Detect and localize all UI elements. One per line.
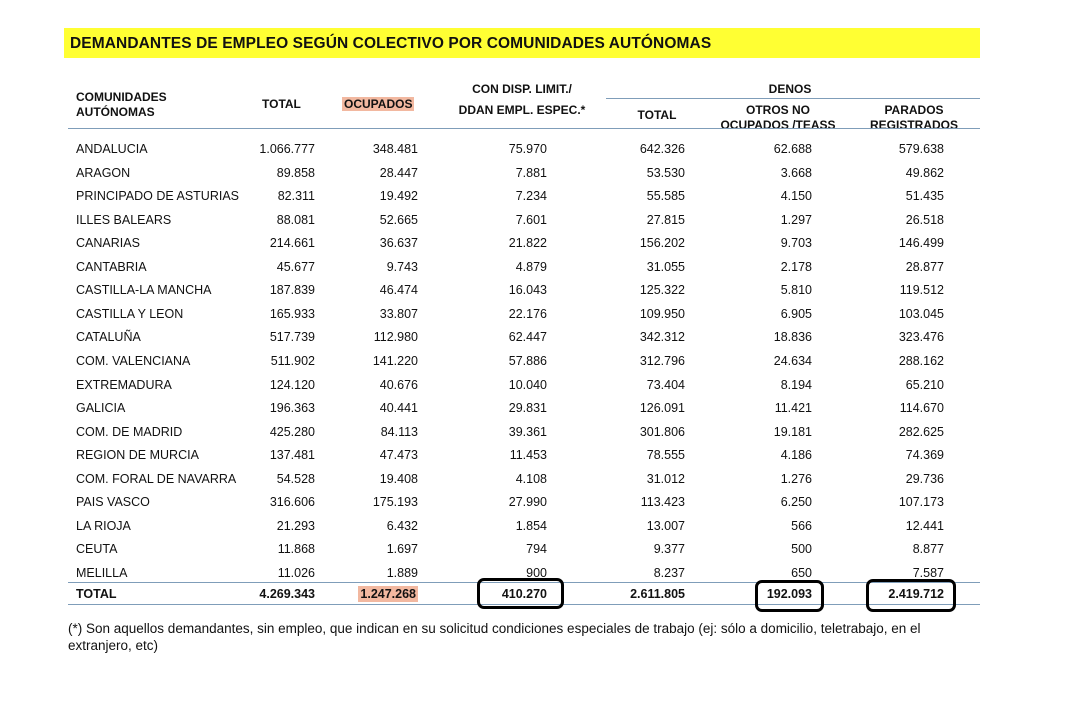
cell-otros: 650: [791, 566, 812, 580]
cell-parados: 28.877: [905, 260, 944, 274]
cell-parados: 7.587: [912, 566, 944, 580]
cell-parados: 288.162: [898, 354, 944, 368]
cell-comunidad: ILLES BALEARS: [76, 213, 172, 227]
cell-total: 82.311: [277, 189, 315, 203]
cell-denos-total: 27.815: [646, 213, 685, 227]
cell-con-disp: 22.176: [508, 307, 547, 321]
header-ocupados-label: OCUPADOS: [344, 97, 413, 111]
cell-comunidad: PRINCIPADO DE ASTURIAS: [76, 189, 239, 203]
cell-total: 196.363: [269, 401, 315, 415]
table-title: DEMANDANTES DE EMPLEO SEGÚN COLECTIVO POR COMUNIDADES AUTÓNOMAS: [64, 28, 980, 58]
cell-denos-total: 642.326: [639, 142, 685, 156]
cell-comunidad: EXTREMADURA: [76, 378, 172, 392]
cell-con-disp: 900: [526, 566, 547, 580]
total-row-total: 4.269.343: [259, 587, 315, 601]
cell-comunidad: GALICIA: [76, 401, 126, 415]
cell-comunidad: CANTABRIA: [76, 260, 147, 274]
cell-ocupados: 175.193: [372, 495, 418, 509]
total-row-con-disp: 410.270: [501, 587, 547, 601]
cell-con-disp: 27.990: [508, 495, 547, 509]
cell-ocupados: 19.492: [379, 189, 418, 203]
cell-comunidad: CASTILLA Y LEON: [76, 307, 184, 321]
cell-con-disp: 7.601: [515, 213, 547, 227]
cell-otros: 18.836: [773, 330, 812, 344]
cell-comunidad: CANARIAS: [76, 236, 140, 250]
cell-con-disp: 11.453: [509, 448, 547, 462]
cell-con-disp: 62.447: [508, 330, 547, 344]
cell-con-disp: 75.970: [508, 142, 547, 156]
cell-con-disp: 10.040: [508, 378, 547, 392]
cell-comunidad: COM. FORAL DE NAVARRA: [76, 472, 237, 486]
cell-con-disp: 29.831: [508, 401, 547, 415]
cell-denos-total: 9.377: [653, 542, 685, 556]
cell-comunidad: CASTILLA-LA MANCHA: [76, 283, 212, 297]
cell-ocupados: 46.474: [379, 283, 418, 297]
cell-comunidad: MELILLA: [76, 566, 128, 580]
cell-parados: 103.045: [898, 307, 944, 321]
header-rule: [68, 128, 980, 129]
cell-ocupados: 47.473: [379, 448, 418, 462]
cell-ocupados: 112.980: [373, 330, 418, 344]
cell-con-disp: 794: [526, 542, 547, 556]
cell-denos-total: 126.091: [639, 401, 685, 415]
total-row-label: TOTAL: [76, 587, 117, 601]
total-row-parados: 2.419.712: [888, 587, 944, 601]
cell-total: 511.902: [270, 354, 315, 368]
cell-denos-total: 109.950: [639, 307, 685, 321]
cell-ocupados: 6.432: [386, 519, 418, 533]
cell-otros: 24.634: [773, 354, 812, 368]
cell-total: 45.677: [276, 260, 315, 274]
cell-denos-total: 8.237: [653, 566, 685, 580]
cell-parados: 51.435: [905, 189, 944, 203]
cell-parados: 579.638: [898, 142, 944, 156]
cell-denos-total: 78.555: [646, 448, 685, 462]
cell-con-disp: 4.879: [515, 260, 547, 274]
cell-total: 124.120: [269, 378, 315, 392]
cell-con-disp: 7.881: [515, 166, 547, 180]
cell-comunidad: CEUTA: [76, 542, 118, 556]
total-row-otros: 192.093: [766, 587, 812, 601]
cell-ocupados: 141.220: [372, 354, 418, 368]
cell-ocupados: 1.697: [386, 542, 418, 556]
denos-rule: [606, 98, 980, 99]
cell-comunidad: ARAGON: [76, 166, 131, 180]
cell-otros: 500: [791, 542, 812, 556]
cell-parados: 114.670: [899, 401, 944, 415]
cell-parados: 26.518: [905, 213, 944, 227]
cell-otros: 11.421: [774, 401, 812, 415]
cell-total: 88.081: [276, 213, 315, 227]
cell-denos-total: 13.007: [646, 519, 685, 533]
cell-total: 137.481: [269, 448, 315, 462]
cell-ocupados: 40.441: [379, 401, 418, 415]
cell-denos-total: 73.404: [646, 378, 685, 392]
cell-comunidad: LA RIOJA: [76, 519, 131, 533]
cell-parados: 12.441: [905, 519, 944, 533]
header-parados: PARADOS REGISTRADOS: [869, 103, 958, 132]
total-row-ocupados: [318, 587, 418, 602]
cell-parados: 146.499: [898, 236, 944, 250]
cell-ocupados: 9.743: [386, 260, 418, 274]
cell-denos-total: 125.322: [639, 283, 685, 297]
cell-total: 517.739: [269, 330, 315, 344]
cell-otros: 62.688: [773, 142, 812, 156]
cell-otros: 5.810: [780, 283, 812, 297]
cell-denos-total: 312.796: [639, 354, 685, 368]
cell-otros: 4.150: [780, 189, 812, 203]
cell-total: 11.026: [277, 566, 315, 580]
cell-otros: 19.181: [773, 425, 812, 439]
cell-otros: 1.297: [780, 213, 812, 227]
cell-total: 425.280: [269, 425, 315, 439]
cell-parados: 65.210: [905, 378, 944, 392]
cell-ocupados: 84.113: [380, 425, 418, 439]
cell-otros: 6.250: [780, 495, 812, 509]
header-otros-no: OTROS NO OCUPADOS /TEASS: [720, 103, 836, 132]
header-denos: DENOS: [768, 82, 812, 96]
cell-parados: 8.877: [912, 542, 944, 556]
cell-total: 1.066.777: [259, 142, 315, 156]
cell-total: 165.933: [269, 307, 315, 321]
cell-denos-total: 55.585: [646, 189, 685, 203]
cell-con-disp: 21.822: [508, 236, 547, 250]
cell-total: 89.858: [276, 166, 315, 180]
cell-denos-total: 31.055: [646, 260, 685, 274]
cell-total: 11.868: [277, 542, 315, 556]
cell-ocupados: 52.665: [379, 213, 418, 227]
header-con-disp-1: CON DISP. LIMIT./: [472, 82, 572, 96]
header-denos-total: TOTAL: [637, 108, 677, 122]
cell-total: 316.606: [269, 495, 315, 509]
cell-parados: 282.625: [898, 425, 944, 439]
cell-total: 21.293: [276, 519, 315, 533]
cell-denos-total: 31.012: [646, 472, 685, 486]
total-row-denos-total: 2.611.805: [630, 587, 685, 601]
cell-ocupados: 1.889: [386, 566, 418, 580]
header-con-disp-2: DDAN EMPL. ESPEC.*: [458, 103, 586, 117]
cell-parados: 323.476: [898, 330, 944, 344]
cell-con-disp: 4.108: [515, 472, 547, 486]
cell-parados: 74.369: [905, 448, 944, 462]
highlight-box-parados: [866, 579, 956, 612]
cell-ocupados: 36.637: [379, 236, 418, 250]
highlight-box-otros: [755, 580, 824, 612]
cell-denos-total: 342.312: [639, 330, 685, 344]
cell-otros: 566: [791, 519, 812, 533]
cell-otros: 9.703: [780, 236, 812, 250]
cell-denos-total: 113.423: [640, 495, 685, 509]
cell-ocupados: 33.807: [379, 307, 418, 321]
cell-comunidad: CATALUÑA: [76, 330, 141, 344]
cell-otros: 3.668: [780, 166, 812, 180]
cell-otros: 8.194: [780, 378, 812, 392]
cell-parados: 107.173: [898, 495, 944, 509]
cell-ocupados: 28.447: [379, 166, 418, 180]
cell-comunidad: ANDALUCIA: [76, 142, 148, 156]
cell-con-disp: 57.886: [508, 354, 547, 368]
cell-denos-total: 53.530: [646, 166, 685, 180]
cell-ocupados: 19.408: [379, 472, 418, 486]
cell-otros: 4.186: [780, 448, 812, 462]
cell-denos-total: 156.202: [639, 236, 685, 250]
cell-otros: 2.178: [780, 260, 812, 274]
cell-ocupados: 40.676: [379, 378, 418, 392]
cell-con-disp: 39.361: [508, 425, 547, 439]
cell-ocupados: 348.481: [372, 142, 418, 156]
header-total: TOTAL: [262, 97, 301, 111]
cell-con-disp: 16.043: [508, 283, 547, 297]
cell-total: 187.839: [269, 283, 315, 297]
cell-comunidad: REGION DE MURCIA: [76, 448, 199, 462]
cell-con-disp: 1.854: [515, 519, 547, 533]
cell-denos-total: 301.806: [639, 425, 685, 439]
cell-comunidad: PAIS VASCO: [76, 495, 150, 509]
highlight-box-con-disp: [477, 578, 564, 609]
cell-total: 214.661: [269, 236, 315, 250]
total-ocupados-value: 1.247.268: [360, 587, 416, 601]
cell-con-disp: 7.234: [515, 189, 547, 203]
footnote: (*) Son aquellos demandantes, sin empleo, que indican en su solicitud condiciones especiales de trabajo (ej: sólo a domicilio, teletrabajo, en el extranjero, etc): [68, 621, 921, 653]
header-comunidades: COMUNIDADES AUTÓNOMAS: [76, 90, 167, 119]
cell-parados: 29.736: [905, 472, 944, 486]
cell-parados: 49.862: [905, 166, 944, 180]
cell-total: 54.528: [276, 472, 315, 486]
header-ocupados: [342, 97, 414, 112]
cell-parados: 119.512: [899, 283, 944, 297]
cell-otros: 1.276: [780, 472, 812, 486]
cell-otros: 6.905: [780, 307, 812, 321]
cell-comunidad: COM. VALENCIANA: [76, 354, 191, 368]
cell-comunidad: COM. DE MADRID: [76, 425, 183, 439]
